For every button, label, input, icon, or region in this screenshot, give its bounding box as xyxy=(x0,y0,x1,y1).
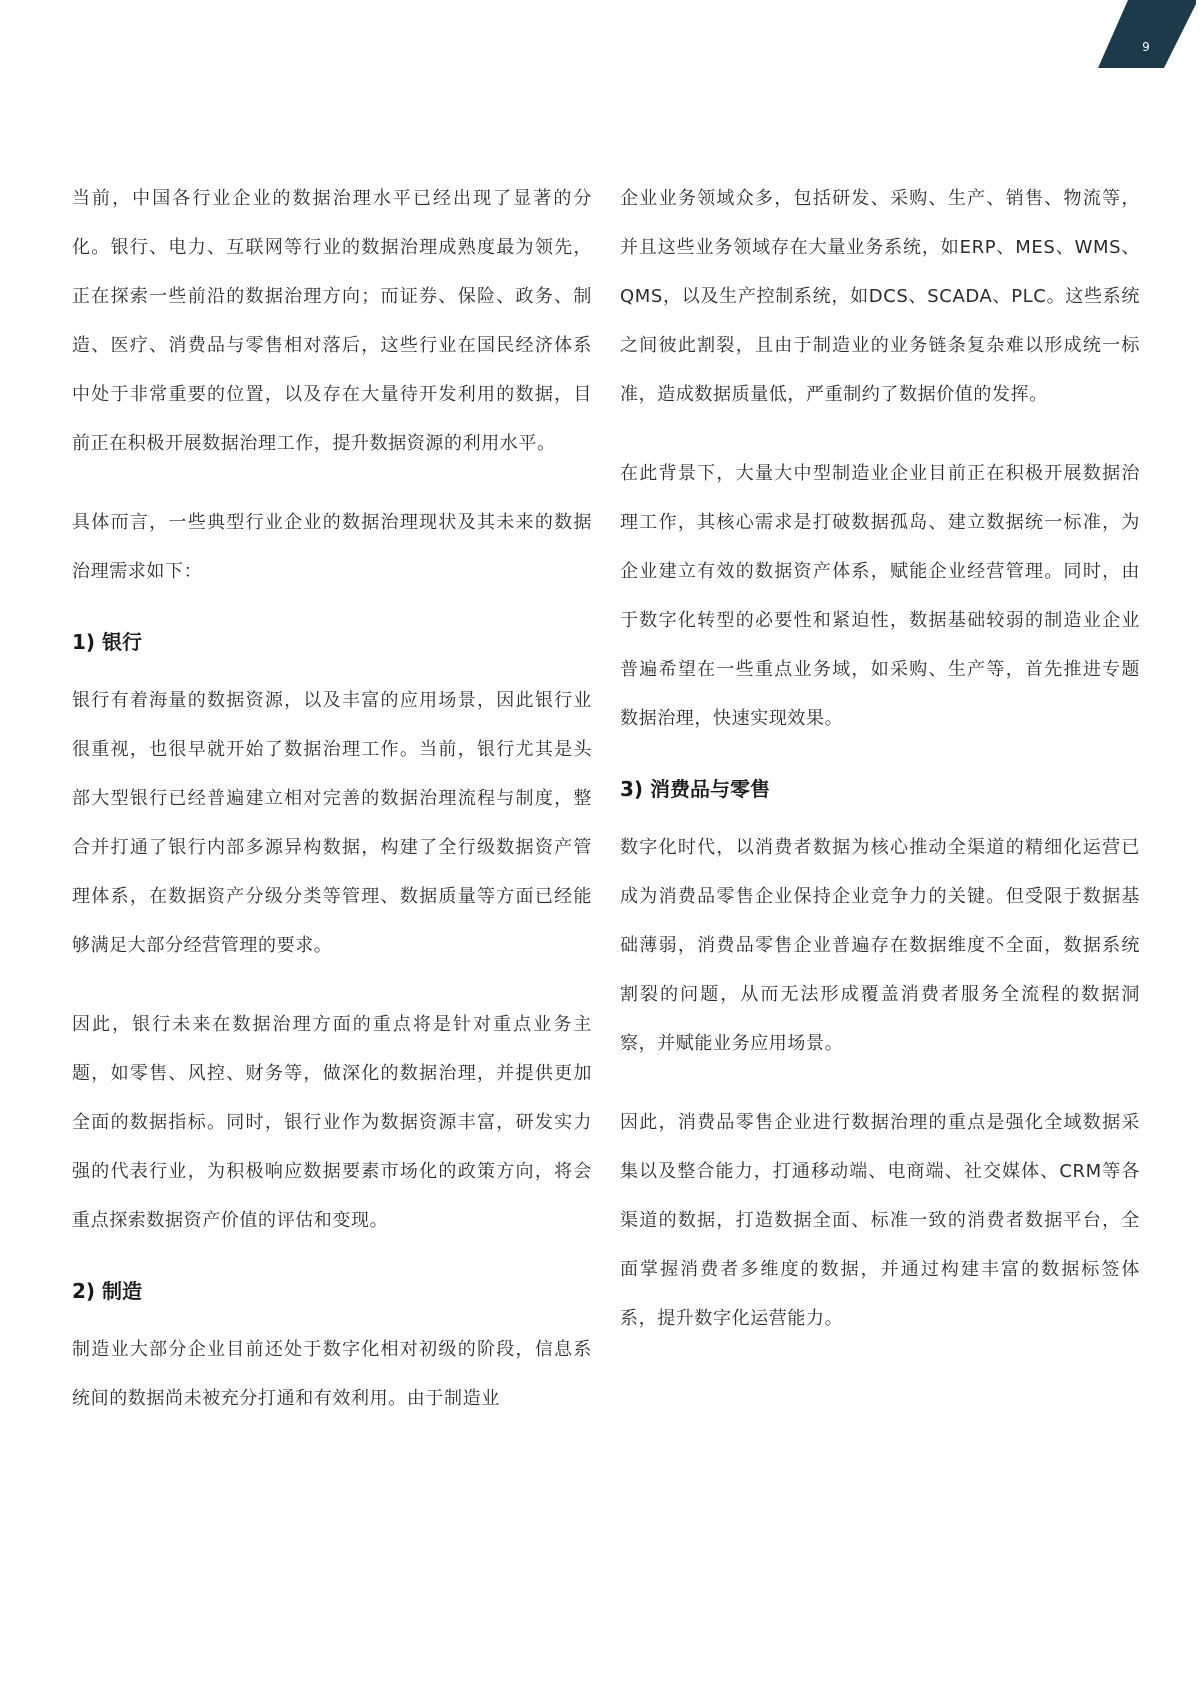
section-heading-consumer-retail: 3) 消费品与零售 xyxy=(620,777,771,801)
consumer-retail-paragraph-1: 数字化时代，以消费者数据为核心推动全渠道的精细化运营已成为消费品零售企业保持企业竞争力的关键。但受限于数据基础薄弱，消费品零售企业普遍存在数据维度不全面，数据系统割裂的问题，从而无法形成覆盖消费者服务全流程的数据洞察，并赋能业务应用场景。 xyxy=(620,837,1140,1054)
page-number: 9 xyxy=(1142,40,1150,54)
intro-paragraph-1: 当前，中国各行业企业的数据治理水平已经出现了显著的分化。银行、电力、互联网等行业的数据治理成熟度最为领先，正在探索一些前沿的数据治理方向；而证券、保险、政务、制造、医疗、消费品与零售相对落后，这些行业在国民经济体系中处于非常重要的位置，以及存在大量待开发利用的数据，目前正在积极开展数据治理工作，提升数据资源的利用水平。 xyxy=(72,188,592,454)
manufacturing-paragraph-1-start: 制造业大部分企业目前还处于数字化相对初级的阶段，信息系统间的数据尚未被充分打通和有效利用。由于制造业 xyxy=(72,1339,592,1409)
section-heading-manufacturing: 2) 制造 xyxy=(72,1279,143,1303)
right-column xyxy=(620,187,1140,1373)
manufacturing-paragraph-1-continued: 企业业务领域众多，包括研发、采购、生产、销售、物流等，并且这些业务领域存在大量业务系统，如ERP、MES、WMS、QMS，以及生产控制系统，如DCS、SCADA、PLC。这些系统之间彼此割裂，且由于制造业的业务链条复杂难以形成统一标准，造成数据质量低，严重制约了数据价值的发挥。 xyxy=(620,188,1140,405)
consumer-retail-paragraph-2: 因此，消费品零售企业进行数据治理的重点是强化全域数据采集以及整合能力，打通移动端、电商端、社交媒体、CRM等各渠道的数据，打造数据全面、标准一致的消费者数据平台，全面掌握消费者多维度的数据，并通过构建丰富的数据标签体系，提升数字化运营能力。 xyxy=(620,1112,1140,1329)
banking-paragraph-2: 因此，银行未来在数据治理方面的重点将是针对重点业务主题，如零售、风控、财务等，做深化的数据治理，并提供更加全面的数据指标。同时，银行业作为数据资源丰富，研发实力强的代表行业，为积极响应数据要素市场化的政策方向，将会重点探索数据资产价值的评估和变现。 xyxy=(72,1014,592,1231)
banking-paragraph-1: 银行有着海量的数据资源，以及丰富的应用场景，因此银行业很重视，也很早就开始了数据治理工作。当前，银行尤其是头部大型银行已经普遍建立相对完善的数据治理流程与制度，整合并打通了银行内部多源异构数据，构建了全行级数据资产管理体系，在数据资产分级分类等管理、数据质量等方面已经能够满足大部分经营管理的要求。 xyxy=(72,690,592,956)
section-heading-banking: 1) 银行 xyxy=(72,630,143,654)
manufacturing-paragraph-2: 在此背景下，大量大中型制造业企业目前正在积极开展数据治理工作，其核心需求是打破数据孤岛、建立数据统一标准，为企业建立有效的数据资产体系，赋能企业经营管理。同时，由于数字化转型的必要性和紧迫性，数据基础较弱的制造业企业普遍希望在一些重点业务域，如采购、生产等，首先推进专题数据治理，快速实现效果。 xyxy=(620,463,1140,729)
intro-paragraph-2: 具体而言，一些典型行业企业的数据治理现状及其未来的数据治理需求如下： xyxy=(72,512,592,582)
left-column xyxy=(72,187,592,1453)
page-corner-tab xyxy=(1098,0,1196,68)
page-corner-tab-shape xyxy=(1098,0,1196,68)
